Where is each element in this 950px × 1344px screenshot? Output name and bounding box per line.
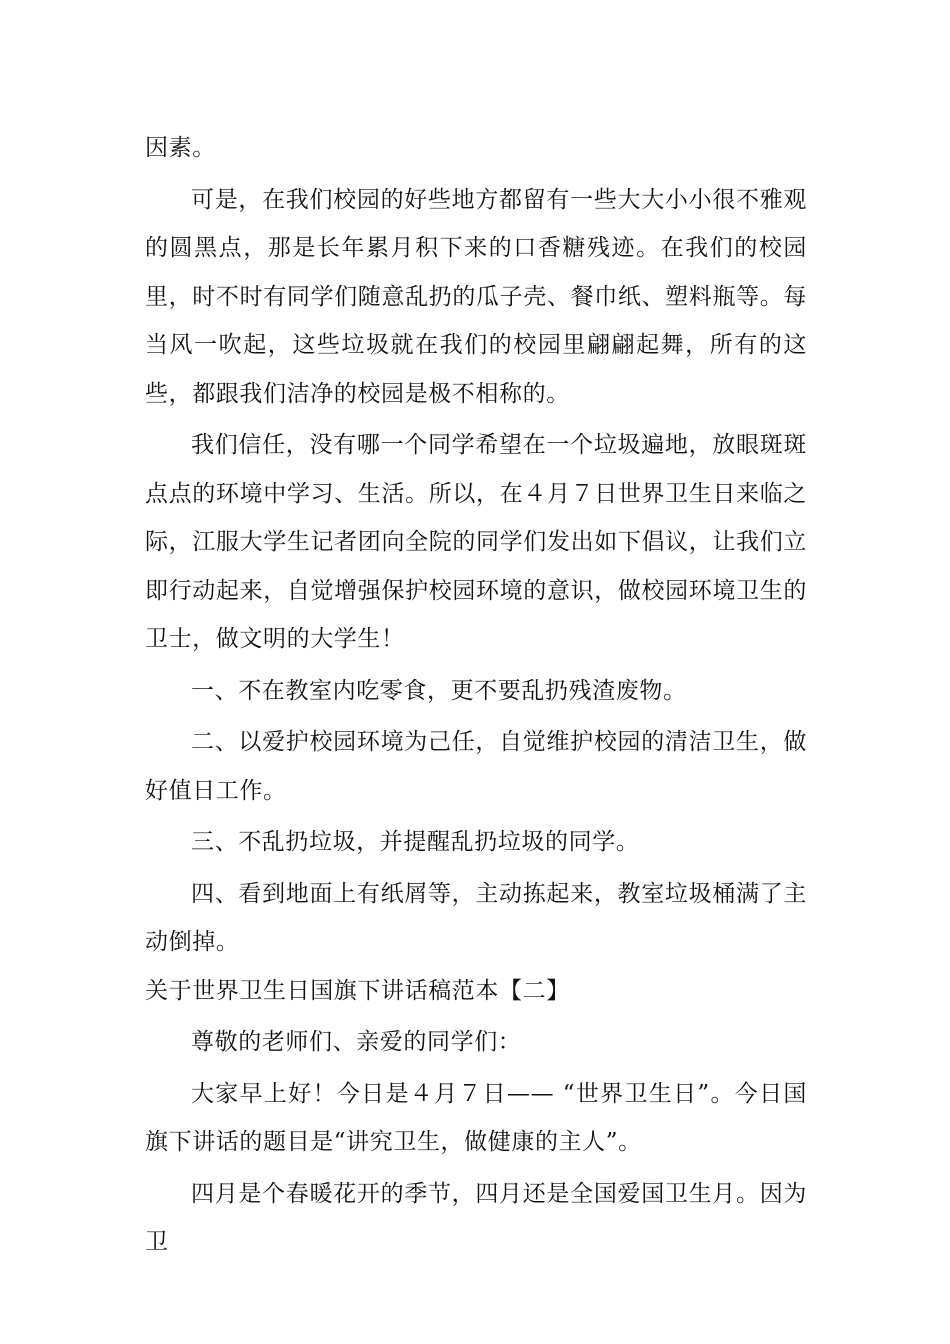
document-page xyxy=(145,124,807,1267)
paragraph-greeting: 大家早上好！今日是４月７日—— “世界卫生日”。今日国旗下讲话的题目是“讲究卫生，做健康的主人”。 xyxy=(145,1080,807,1155)
paragraph-2: 可是，在我们校园的好些地方都留有一些大大小小很不雅观的圆黑点，那是长年累月积下来的口香糖残迹。在我们的校园里，时不时有同学们随意乱扔的瓜子壳、餐巾纸、塑料瓶等。每当风一吹起，这些垃圾就在我们的校园里翩翩起舞，所有的这些，都跟我们洁净的校园是极不相称的。 xyxy=(145,186,807,407)
paragraph-1: 因素。 xyxy=(145,135,216,161)
paragraph-list-item-2: 二、以爱护校园环境为己任，自觉维护校园的清洁卫生，做好值日工作。 xyxy=(145,729,807,804)
paragraph-list-item-4: 四、看到地面上有纸屑等，主动拣起来，教室垃圾桶满了主动倒掉。 xyxy=(145,880,807,955)
paragraph-list-item-3: 三、不乱扔垃圾，并提醒乱扔垃圾的同学。 xyxy=(191,829,640,855)
paragraph-list-item-1: 一、不在教室内吃零食，更不要乱扔残渣废物。 xyxy=(191,677,687,704)
section-heading: 关于世界卫生日国旗下讲话稿范本【二】 xyxy=(145,977,570,1004)
paragraph-final: 四月是个春暖花开的季节，四月还是全国爱国卫生月。因为卫 xyxy=(145,1180,807,1255)
paragraph-3: 我们信任，没有哪一个同学希望在一个垃圾遍地，放眼斑斑点点的环境中学习、生活。所以，在４月７日世界卫生日来临之际，江服大学生记者团向全院的同学们发出如下倡议，让我们立即行动起来，自觉增强保护校园环境的意识，做校园环境卫生的卫士，做文明的大学生！ xyxy=(145,432,807,652)
salutation: 尊敬的老师们、亲爱的同学们： xyxy=(191,1029,522,1055)
